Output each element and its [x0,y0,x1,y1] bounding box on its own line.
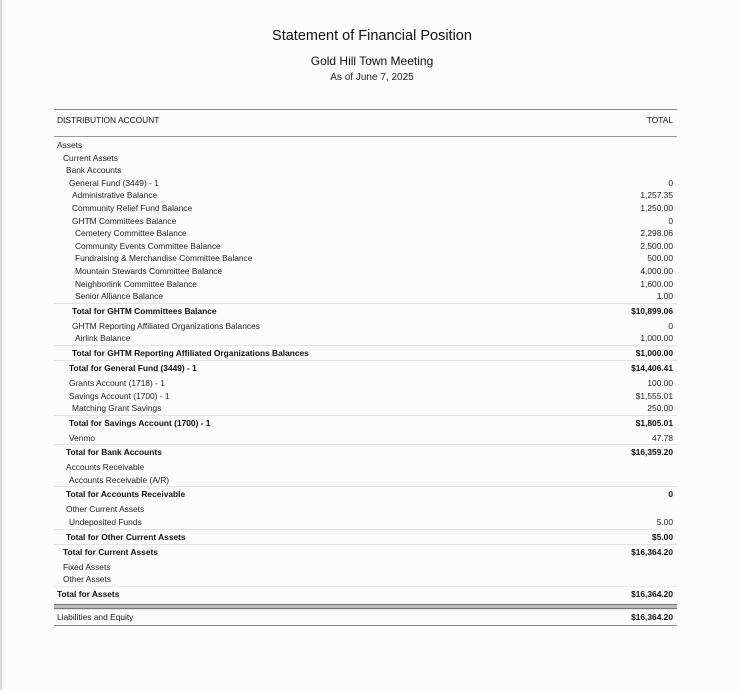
account-total-value[interactable]: 250.00 [647,403,673,414]
column-header-row [54,109,677,137]
report-row[interactable] [54,402,677,415]
report-row[interactable] [54,152,677,165]
account-total-value[interactable]: $16,364.20 [631,611,673,622]
account-total-value[interactable]: 5.00 [656,517,673,528]
report-row[interactable] [54,227,677,240]
report-row[interactable] [54,240,677,253]
report-total-row[interactable] [54,544,677,559]
report-row[interactable] [54,320,677,333]
account-label: Matching Grant Savings [72,403,162,414]
account-total-value[interactable]: 500.00 [647,253,673,264]
account-label: Total for Savings Account (1700) - 1 [69,417,211,428]
account-label: Assets [57,140,83,150]
account-label: Other Assets [63,574,111,585]
account-label: Cemetery Committee Balance [75,228,187,239]
account-label: Undeposited Funds [69,517,142,528]
account-label: GHTM Reporting Affiliated Organizations Balances [72,320,260,331]
report-row[interactable] [54,215,677,228]
account-label: Other Current Assets [66,504,145,515]
report-row[interactable] [54,278,677,291]
report-title: Statement of Financial Position [272,28,472,44]
account-label: Total for Assets [57,588,120,599]
account-total-value[interactable]: 2,298.06 [640,228,673,239]
account-total-value[interactable]: 1,250.00 [640,202,673,213]
account-label: Current Assets [63,152,118,163]
report-row[interactable] [54,377,677,390]
report-date: As of June 7, 2025 [330,72,414,83]
account-total-value[interactable]: 0 [668,489,673,500]
report-row[interactable] [54,474,677,487]
account-label: Neighborlink Committee Balance [75,278,197,289]
account-total-value[interactable]: 0 [668,320,673,331]
report-total-row[interactable] [54,415,677,430]
report-total-row[interactable] [54,303,677,318]
account-label: Total for GHTM Reporting Affiliated Organizations Balances [72,347,309,358]
account-total-value[interactable]: $16,364.20 [631,588,673,599]
account-total-value[interactable]: 1,257.35 [640,190,673,201]
account-label: Administrative Balance [72,190,158,201]
column-header-account[interactable]: DISTRIBUTION ACCOUNT [57,115,160,125]
report-row[interactable] [54,573,677,586]
account-label: Accounts Receivable (A/R) [69,474,170,485]
account-label: Total for Other Current Assets [66,531,186,542]
account-total-value[interactable]: $5.00 [652,531,673,542]
account-label: GHTM Committees Balance [72,215,177,226]
report-row[interactable] [54,265,677,278]
account-label: Accounts Receivable [66,462,145,473]
report-row[interactable] [54,516,677,529]
report-table [54,109,677,626]
account-total-value[interactable]: 0 [668,177,673,188]
report-total-row[interactable] [54,360,677,375]
account-total-value[interactable]: 100.00 [647,377,673,388]
account-label: Total for Accounts Receivable [66,489,186,500]
report-row[interactable] [54,609,677,626]
report-row[interactable] [54,139,677,152]
account-total-value[interactable]: 1,600.00 [640,278,673,289]
account-total-value[interactable]: 4,000.00 [640,265,673,276]
account-label: Fixed Assets [63,561,111,572]
report-total-row[interactable] [54,586,677,601]
account-label: Venmo [69,432,96,443]
account-total-value[interactable]: $1,555.01 [635,390,673,401]
account-total-value[interactable]: $14,406.41 [631,362,673,373]
company-name: Gold Hill Town Meeting [310,54,434,68]
report-row[interactable] [54,189,677,202]
account-label: Grants Account (1718) - 1 [69,377,165,388]
account-total-value[interactable]: $10,899.06 [631,305,673,316]
account-label: Total for GHTM Committees Balance [72,305,217,316]
account-label: Savings Account (1700) - 1 [69,390,170,401]
account-total-value[interactable]: 1.00 [656,291,673,302]
account-total-value[interactable]: 1,000.00 [640,333,673,344]
report-row[interactable] [54,290,677,303]
report-total-row[interactable] [54,345,677,360]
report-row[interactable] [54,177,677,190]
account-label: Total for Bank Accounts [66,447,162,458]
account-label: Airlink Balance [75,333,131,344]
report-rows [54,139,677,626]
account-total-value[interactable]: $16,359.20 [631,447,673,458]
report-row[interactable] [54,332,677,345]
account-label: Fundraising & Merchandise Committee Balance [75,253,253,264]
report-row[interactable] [54,390,677,403]
account-label: Bank Accounts [66,165,122,176]
account-label: Community Relief Fund Balance [72,202,193,213]
report-total-row[interactable] [54,444,677,459]
account-total-value[interactable]: 2,500.00 [640,240,673,251]
column-header-total[interactable]: TOTAL [646,115,673,125]
account-total-value[interactable]: 47.78 [652,432,673,443]
report-row[interactable] [54,164,677,177]
report-row[interactable] [54,461,677,474]
account-total-value[interactable]: $16,364.20 [631,546,673,557]
account-total-value[interactable]: 0 [668,215,673,226]
account-label: General Fund (3449) - 1 [69,177,159,188]
report-row[interactable] [54,503,677,516]
report-row[interactable] [54,202,677,215]
account-label: Liabilities and Equity [57,611,134,622]
account-label: Community Events Committee Balance [75,240,221,251]
account-label: Total for Current Assets [63,546,158,557]
account-total-value[interactable]: $1,805.01 [635,417,673,428]
account-total-value[interactable]: $1,000.00 [635,347,673,358]
report-row[interactable] [54,252,677,265]
report-total-row[interactable] [54,486,677,501]
report-row[interactable] [54,561,677,574]
report-row[interactable] [54,432,677,445]
report-total-row[interactable] [54,529,677,544]
account-label: Total for General Fund (3449) - 1 [69,362,197,373]
account-label: Senior Alliance Balance [75,291,163,302]
account-label: Mountain Stewards Committee Balance [75,265,223,276]
